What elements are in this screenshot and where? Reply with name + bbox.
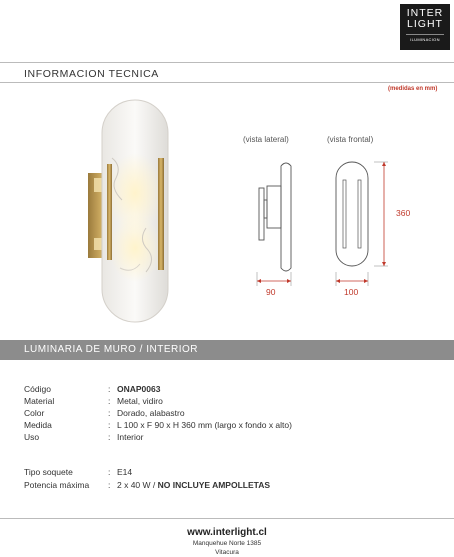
spec-label-use: Uso	[24, 432, 40, 442]
gold-bar-right	[158, 158, 164, 270]
spec-value-power-text: 2 x 40 W /	[117, 480, 158, 490]
brand-logo	[400, 4, 450, 50]
logo-line-1: INTER	[406, 7, 444, 19]
spec-value-material: Metal, vidiro	[117, 396, 163, 406]
front-height-dimension: 360	[396, 208, 411, 218]
spec-value-code: ONAP0063	[117, 384, 161, 394]
gold-bar-left	[107, 164, 112, 260]
header-divider-bottom	[0, 82, 454, 83]
spec-value-color: Dorado, alabastro	[117, 408, 185, 418]
footer-website-link[interactable]: www.interlight.cl	[187, 527, 267, 538]
logo-line-2: LIGHT	[407, 18, 443, 30]
front-width-dimension: 100	[344, 287, 359, 297]
footer-address-line-1: Manquehue Norte 1385	[192, 540, 262, 547]
spec-label-material: Material	[24, 396, 55, 406]
spec-label-socket: Tipo soquete	[24, 467, 73, 477]
spec-value-power-note: NO INCLUYE AMPOLLETAS	[157, 480, 271, 490]
spec-label-power: Potencia máxima	[24, 480, 90, 490]
front-view-drawing	[326, 150, 396, 298]
section-title: INFORMACION TECNICA	[24, 68, 159, 80]
side-width-dimension: 90	[266, 287, 276, 297]
logo-line-3: ILUMINACION	[406, 34, 444, 42]
spec-value-power	[117, 480, 270, 490]
category-title: LUMINARIA DE MURO / INTERIOR	[24, 344, 199, 355]
front-view-label: (vista frontal)	[327, 135, 374, 144]
spec-label-color: Color	[24, 408, 45, 418]
spec-label-code: Código	[24, 384, 51, 394]
footer-divider	[0, 518, 454, 519]
side-view-label: (vista lateral)	[243, 135, 289, 144]
spec-value-size: L 100 x F 90 x H 360 mm (largo x fondo x alto)	[117, 420, 292, 430]
footer-address-line-2: Vitacura	[215, 549, 239, 556]
spec-value-use: Interior	[117, 432, 144, 442]
side-view-drawing	[248, 150, 298, 298]
spec-label-size: Medida	[24, 420, 52, 430]
spec-value-socket: E14	[117, 467, 133, 477]
units-note: (medidas en mm)	[388, 86, 438, 92]
product-photo	[80, 98, 190, 326]
header-divider-top	[0, 62, 454, 63]
